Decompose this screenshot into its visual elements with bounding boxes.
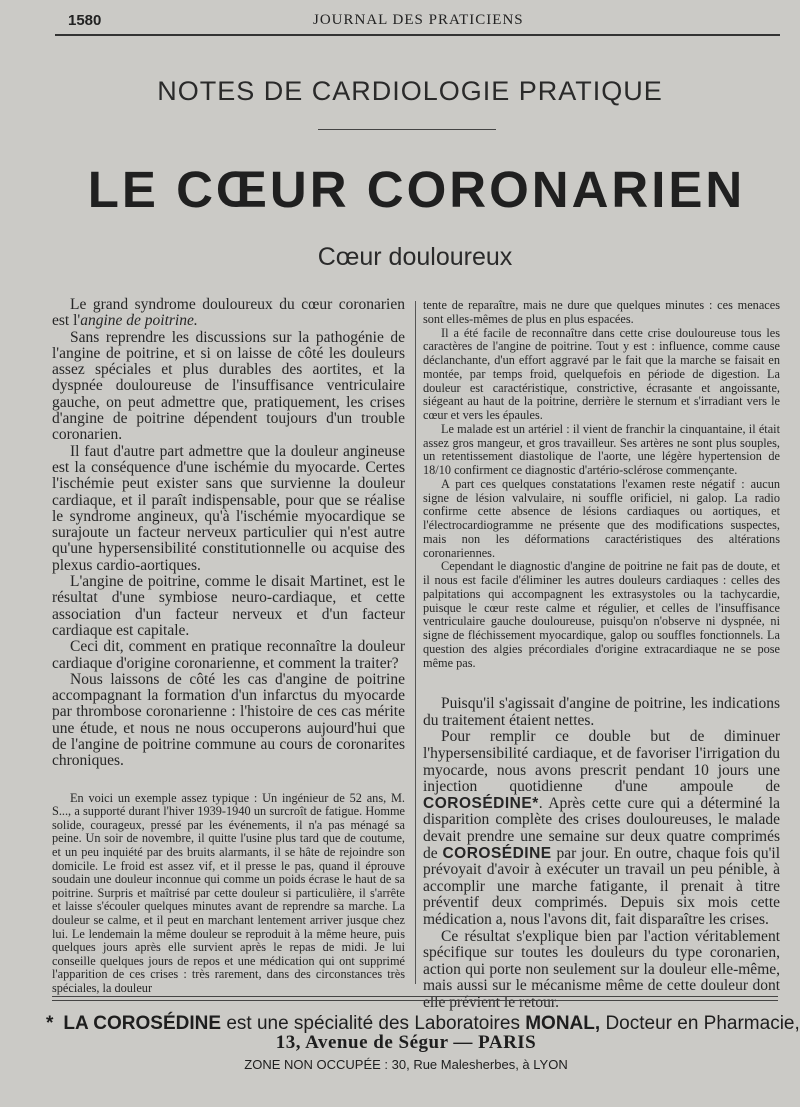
page-header <box>68 10 780 32</box>
page-number: 1580 <box>68 12 102 29</box>
paragraph: Nous laissons de côté les cas d'angine de poitrine accompagnant la formation d'un infarctus du myocarde par thrombose coronarienne : l'histoire de ces cas mérite une étude, et nous ne nous occuperons aujourd'hui que de l'angine de poitrine commune au cours de coronarites chroniques. <box>52 670 405 770</box>
case-study-continued <box>423 299 780 670</box>
lab-address: 13, Avenue de Ségur — PARIS <box>275 1032 537 1053</box>
article-title: LE CŒUR CORONARIEN <box>87 161 746 218</box>
paragraph: Il a été facile de reconnaître dans cette crise douloureuse tous les caractères de l'angine de poitrine. Tout y est : influence, comme cause déclanchante, d'un effort aggravé par le fait que la marche se faisait en montée, par temps froid, quelquefois en période de digestion. La douleur est caractéristique, constrictive, écrasante et angoissante, siégeant au haut de la poitrine, derrière le sternum et s'irradiant vers le cœur et vers les épaules. <box>423 325 780 422</box>
paragraph: Puisqu'il s'agissait d'angine de poitrine, les indications du traitement étaient nettes. <box>423 695 780 729</box>
ad-text: Docteur en Pharmacie, <box>600 1013 800 1034</box>
paragraph: Ceci dit, comment en pratique reconnaître la douleur cardiaque d'origine coronarienne, et comment la traiter? <box>52 638 405 672</box>
paragraph: Ce résultat s'explique bien par l'action véritablement spécifique sur toutes les douleurs du type coronarien, action qui porte non seulement sur la douleur elle-même, mais aussi sur le mécanisme même de cette douleur dont elle prévient le retour. <box>423 927 780 1011</box>
product-name: LA COROSÉDINE <box>63 1013 222 1034</box>
paragraph-text: Le grand syndrome douloureux du cœur coronarien est l' <box>52 296 405 330</box>
paragraph: Le malade est un artériel : il vient de franchir la cinquantaine, il était assez gros mangeur, et gros travailleur. Ses artères ne sont plus souples, un retentissement diastolique de l'aorte, une légère hypertension de 18/10 confirment ce diagnostic d'artério-sclérose commençante. <box>423 421 780 477</box>
footer-rule <box>52 996 778 1001</box>
case-study <box>52 792 405 996</box>
paragraph: A part ces quelques constatations l'examen reste négatif : aucun signe de lésion valvulaire, ni souffle orificiel, ni galop. La radio confirme cette absence de lésions cardiaques ou aortiques, et l'électrocardiogramme ne présente que des modifications suspectes, mais non les déformations caractéristiques des altérations coronariennes. <box>423 476 780 560</box>
right-column <box>423 299 780 1012</box>
paragraph-emphasis: angine de poitrine. <box>80 312 198 330</box>
paragraph: tente de reparaître, mais ne dure que quelques minutes : ces menaces sont elles-mêmes de plus en plus espacées. <box>423 298 780 326</box>
paragraph: L'angine de poitrine, comme le disait Martinet, est le résultat d'une symbiose neuro-cardiaque, et cette association d'un facteur nerveux et d'un facteur cardiaque est capitale. <box>52 573 405 639</box>
paragraph-text: Pour remplir ce double but de diminuer l'hypersensibilité cardiaque, et de favoriser l'irrigation du myocarde, nous avons prescrit pendant 10 jours une injection quotidienne d'une ampoule de <box>423 728 780 796</box>
case-paragraph: En voici un exemple assez typique : Un ingénieur de 52 ans, M. S..., a supporté durant l'hiver 1939-1940 un surcroît de fatigue. Homme solide, courageux, pressé par les événements, il n'a pas ménagé sa peine. Un soir de novembre, il quitte l'usine plus tard que de coutume, et un peu inquiété par des bruits alarmants, il se hâte de rejoindre son domicile. Le froid est assez vif, et il presse le pas, quand il éprouve soudain une douleur inconnue qui comme un poids écrase le haut de sa poitrine. Surpris et maîtrisé par cette douleur si particulière, il s'arrête et laisse s'écouler quelques minutes avant de reprendre sa marche. La douleur se calme, et il peut en marchant lentement arriver jusque chez lui. Le lendemain la même douleur se reproduit à la même heure, puis quelques jours après elle survient après le repas de midi. Je lui conseille quelques jours de repos et une médication qui ont supprimé l'apparition de ces crises : très rarement, dans des circonstances très spéciales, la douleur <box>52 790 405 995</box>
brand-name: COROSÉDINE <box>442 844 552 862</box>
ad-text: est une spécialité des Laboratoires <box>221 1013 526 1034</box>
treatment-section <box>423 696 780 1011</box>
paragraph <box>52 297 405 330</box>
column-divider <box>415 301 416 984</box>
brand-name: COROSÉDINE* <box>423 794 539 812</box>
title-divider <box>318 129 496 130</box>
paragraph <box>423 729 780 928</box>
left-column <box>52 297 405 996</box>
paragraph: Cependant le diagnostic d'angine de poitrine ne fait pas de doute, et il nous est facile d'éliminer les autres douleurs cardiaques : celles des palpitations qui accompagnent les extrasystoles ou la tachycardie, puisque le cœur reste calme et régulier, et celles de l'insuffisance ventriculaire gauche douloureuse, puisqu'on n'observe ni dyspnée, ni signe de fléchissement myocardique, galop ou souffles fonctionnels. La question des algies précordiales d'origine extracardiaque ne se pose même pas. <box>423 559 780 670</box>
article-subtitle: Cœur douloureux <box>317 243 513 271</box>
header-rule <box>55 34 780 36</box>
paragraph-text: par jour. En outre, chaque fois qu'il prévoyait d'avoir à exécuter un travail un peu pénible, à accomplir une marche fatigante, il prenait à titre préventif deux comprimés. Depuis six mois cette médication a, nous l'avons dit, fait disparaître les crises. <box>423 844 780 928</box>
paragraph: Sans reprendre les discussions sur la pathogénie de l'angine de poitrine, et si on laisse de côté les douleurs assez spéciales et plus durables des aortites, et la dyspnée douloureuse de l'insuffisance ventriculaire gauche, on peut admettre que, pratiquement, les crises d'angine de poitrine dépendent toujours d'un trouble coronarien. <box>52 328 405 444</box>
left-body <box>52 297 405 770</box>
journal-title: JOURNAL DES PRATICIENS <box>313 12 524 28</box>
lab-name: MONAL, <box>525 1013 601 1034</box>
paragraph-text: . Après cette cure qui a déterminé la disparition complète des crises douloureuses, le malade devait prendre une semaine sur deux quatre comprimés de <box>423 794 780 862</box>
footnote-star: * <box>46 1013 54 1034</box>
section-title: NOTES DE CARDIOLOGIE PRATIQUE <box>157 76 663 106</box>
zone-address: ZONE NON OCCUPÉE : 30, Rue Malesherbes, à LYON <box>244 1057 568 1072</box>
paragraph: Il faut d'autre part admettre que la douleur angineuse est la conséquence d'une ischémie du myocarde. Certes l'ischémie peut exister sans que survienne la douleur cardiaque, et il paraît indispensable, pour que se réalise le syndrome angineux, qu'à l'ischémie myocardique se surajoute un facteur nerveux particulier qui n'est autre qu'une hypersensibilité constitutionnelle ou acquise des plexus cardio-aortiques. <box>52 442 405 574</box>
